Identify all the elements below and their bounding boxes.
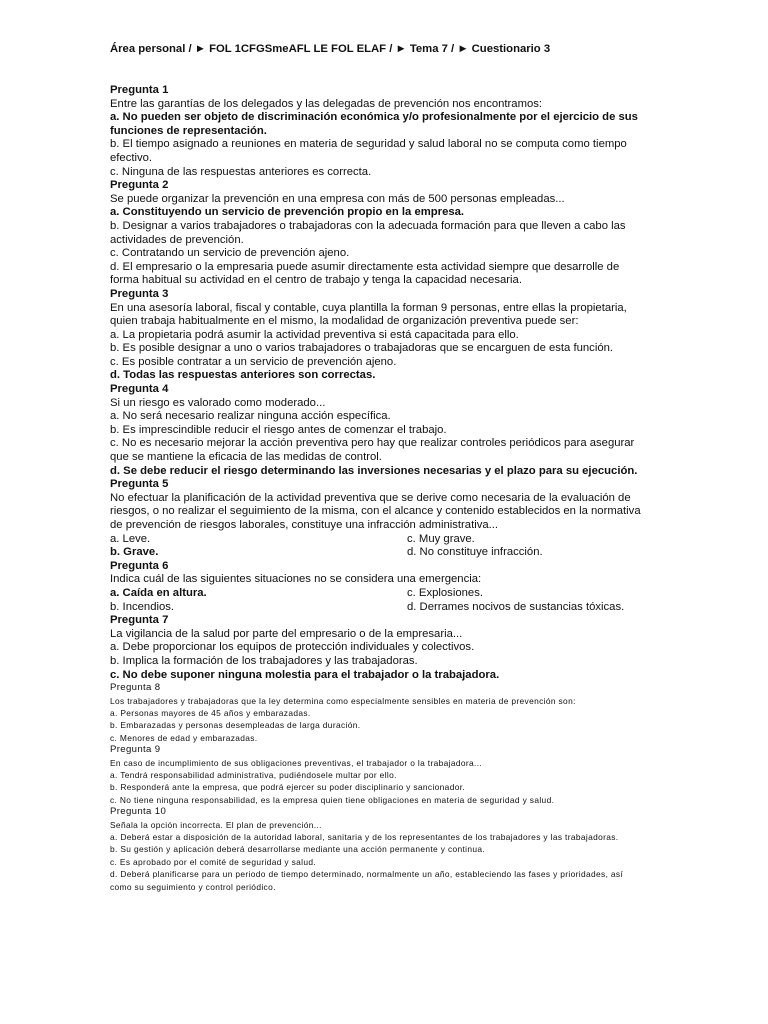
question-6 <box>110 560 645 614</box>
question-text: En caso de incumplimiento de sus obligaciones preventivas, el trabajador o la trabajadora... <box>110 757 483 768</box>
answer-option: b. El tiempo asignado a reuniones en materia de seguridad y salud laboral no se computa como tiempo efectivo. <box>110 138 627 164</box>
question-10 <box>110 806 645 893</box>
answer-option: c. Es aprobado por el comité de seguridad y salud. <box>110 856 317 867</box>
question-text: Entre las garantías de los delegados y las delegadas de prevención nos encontramos: <box>110 97 543 110</box>
question-1 <box>110 84 645 179</box>
answer-option: b. Es posible designar a uno o varios trabajadores o trabajadoras que se encarguen de esta función. <box>110 342 614 355</box>
answer-option: a. Tendrá responsabilidad administrativa, pudiéndosele multar por ello. <box>110 769 397 780</box>
answer-option: a. Personas mayores de 45 años y embarazadas. <box>110 707 311 718</box>
answer-option: d. Deberá planificarse para un periodo de tiempo determinado, normalmente un año, estableciendo las fases y prioridades, así como su seguimiento y control periódico. <box>110 869 624 892</box>
question-title: Pregunta 8 <box>110 682 161 694</box>
answer-option: b. Responderá ante la empresa, que podrá ejercer su poder disciplinario y sancionador. <box>110 782 466 793</box>
question-2 <box>110 179 645 288</box>
answer-option: a. Deberá estar a disposición de la autoridad laboral, sanitaria y de los representantes de los trabajadores y las trabajadoras. <box>110 832 619 842</box>
question-7 <box>110 614 645 682</box>
question-title: Pregunta 4 <box>110 383 169 396</box>
question-title: Pregunta 5 <box>110 478 169 491</box>
answer-option: b. Su gestión y aplicación deberá desarrollarse mediante una acción permanente y continua. <box>110 844 486 855</box>
answer-option: b. Implica la formación de los trabajadores y las trabajadoras. <box>110 654 418 667</box>
question-text: En una asesoría laboral, fiscal y contable, cuya plantilla la forman 9 personas, entre ellas la propietaria, quien trabaja habitualmente en el mismo, la modalidad de organización preventiva puede ser: <box>110 301 627 328</box>
answer-option: a. Caída en altura. <box>110 586 207 599</box>
question-8 <box>110 682 645 744</box>
answer-option: c. No tiene ninguna responsabilidad, es la empresa quien tiene obligaciones en materia de seguridad y salud. <box>110 794 555 805</box>
question-title: Pregunta 7 <box>110 614 169 627</box>
answer-option: c. Es posible contratar a un servicio de prevención ajeno. <box>110 355 397 368</box>
answer-option: a. Debe proporcionar los equipos de protección individuales y colectivos. <box>110 641 475 654</box>
answer-option-grid <box>110 587 645 614</box>
answer-option: d. Todas las respuestas anteriores son correctas. <box>110 369 376 382</box>
answer-option: b. Incendios. <box>110 600 175 613</box>
question-text: No efectuar la planificación de la actividad preventiva que se derive como necesaria de la evaluación de riesgos, o no realizar el seguimiento de la misma, con el alcance y contenido establecidos en la normativa de prevención de riesgos laborales, constituye una infracción administrativa... <box>110 491 641 531</box>
answer-option: a. Constituyendo un servicio de prevención propio en la empresa. <box>110 206 465 219</box>
answer-option: a. No pueden ser objeto de discriminación económica y/o profesionalmente por el ejercicio de sus funciones de representación. <box>110 111 638 137</box>
question-list <box>110 84 645 893</box>
question-title: Pregunta 2 <box>110 179 169 192</box>
question-9 <box>110 744 645 806</box>
answer-option: d. El empresario o la empresaria puede asumir directamente esta actividad siempre que desarrolle de forma habitual su actividad en el centro de trabajo y tenga la capacidad necesaria. <box>110 260 620 287</box>
question-text: La vigilancia de la salud por parte del empresario o de la empresaria... <box>110 627 463 640</box>
answer-option: c. No debe suponer ninguna molestia para el trabajador o la trabajadora. <box>110 668 500 681</box>
answer-option: b. Grave. <box>110 546 159 559</box>
answer-option: d. Derrames nocivos de sustancias tóxicas. <box>407 600 625 613</box>
answer-option: a. Leve. <box>110 532 151 545</box>
question-text: Se puede organizar la prevención en una empresa con más de 500 personas empleadas... <box>110 192 565 205</box>
answer-option: b. Embarazadas y personas desempleadas de larga duración. <box>110 720 361 731</box>
answer-option: c. Contratando un servicio de prevención ajeno. <box>110 247 350 260</box>
question-4 <box>110 383 645 478</box>
question-text: Si un riesgo es valorado como moderado... <box>110 396 326 409</box>
answer-option: c. Muy grave. <box>407 532 475 545</box>
question-text: Los trabajadores y trabajadoras que la ley determina como especialmente sensibles en materia de prevención son: <box>110 695 576 706</box>
answer-option: b. Designar a varios trabajadores o trabajadoras con la adecuada formación para que lleven a cabo las actividades de prevención. <box>110 219 626 246</box>
breadcrumb[interactable]: Área personal / ► FOL 1CFGSmeAFL LE FOL ELAF / ► Tema 7 / ► Cuestionario 3 <box>110 43 551 55</box>
question-text: Indica cuál de las siguientes situaciones no se considera una emergencia: <box>110 573 482 586</box>
document <box>110 42 645 893</box>
answer-option: a. La propietaria podrá asumir la actividad preventiva si está capacitada para ello. <box>110 328 519 341</box>
question-title: Pregunta 3 <box>110 287 169 300</box>
question-3 <box>110 288 645 383</box>
answer-option: a. No será necesario realizar ninguna acción específica. <box>110 410 391 423</box>
question-title: Pregunta 6 <box>110 559 169 572</box>
answer-option: d. No constituye infracción. <box>407 546 543 559</box>
question-title: Pregunta 9 <box>110 744 161 756</box>
answer-option: c. Ninguna de las respuestas anteriores es correcta. <box>110 165 372 178</box>
answer-option: c. Menores de edad y embarazadas. <box>110 732 258 743</box>
answer-option-grid <box>110 533 645 560</box>
question-title: Pregunta 10 <box>110 806 167 818</box>
question-5 <box>110 478 645 560</box>
answer-option: c. Explosiones. <box>407 586 483 599</box>
question-title: Pregunta 1 <box>110 84 169 96</box>
answer-option: d. Se debe reducir el riesgo determinando las inversiones necesarias y el plazo para su ejecución. <box>110 464 638 477</box>
answer-option: b. Es imprescindible reducir el riesgo antes de comenzar el trabajo. <box>110 423 447 436</box>
answer-option: c. No es necesario mejorar la acción preventiva pero hay que realizar controles periódicos para asegurar que se mantiene la eficacia de las medidas de control. <box>110 437 635 464</box>
question-text: Señala la opción incorrecta. El plan de prevención... <box>110 819 322 830</box>
